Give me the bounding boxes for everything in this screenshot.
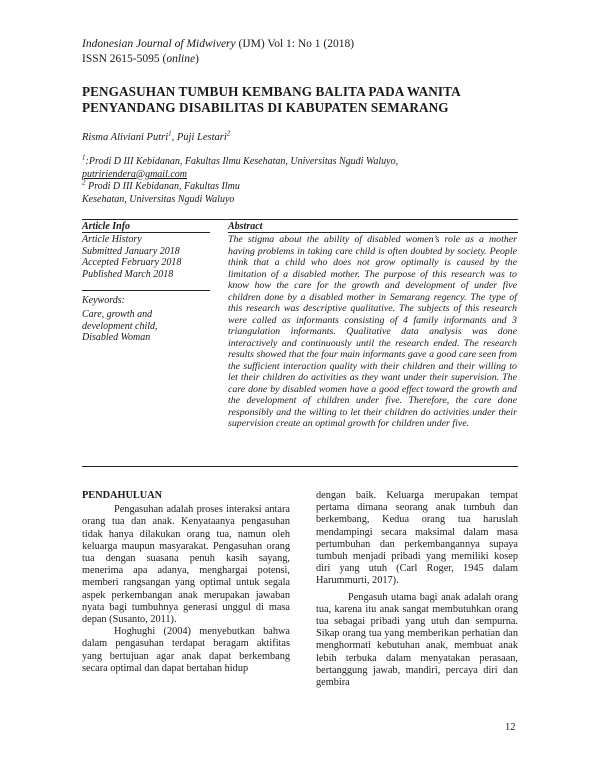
affiliation-1-text: :Prodi D III Kebidanan, Fakultas Ilmu Kesehatan, Universitas Ngudi Waluyo, xyxy=(85,156,399,167)
keywords-heading: Keywords: xyxy=(82,295,125,306)
email-link[interactable]: putririendera@gmail.com xyxy=(82,168,188,180)
info-top-rule xyxy=(82,219,518,220)
author-2: Puji Lestari xyxy=(176,132,227,143)
abstract-text: The stigma about the ability of disabled women’s role as a mother having problems in taking care child is often doubted by society. People think that a child who does not grow optimally is caused by the limitation of a disabled mother. The purpose of this research was to know how the care for the growth and development of under five children done by a disabled mother in Semarang regency. The type of this research was descriptive qualitative. The subjects of this research were called as informants consisting of 4 family informants and 3 triangulation informants. Qualitative data analysis was done interactively and continuously until the research ended. The research results showed that the four main informants gave a good care seen from the sufficient interaction quality with their children and their willing to let their children do activities as they want under their supervision. The care done by disabled women have a good effect toward the growth and the development of children under five. Therefore, the care done responsibly and the willing to let their children do activities under their supervision create an optimal growth for children under five. xyxy=(228,234,517,429)
article-info-heading: Article Info xyxy=(82,221,131,232)
issn-close: ) xyxy=(195,53,199,65)
paragraph: Pengasuhan adalah proses interaksi antara orang tua dan anak. Kenyataanya pengasuhan tidak hanya dilakukan orang tua, namun oleh keluarga maupun masyarakat. Pengasuhan orang tua dengan suasana penuh kasih sayang, menerima apa adanya, menghargai potensi, memberi rangsangan yang optimal untuk segala aspek perkembangan anak merupakan jawaban nyata bagi tumbuhnya generasi unggul di masa depan (Susanto, 2011). xyxy=(82,504,290,626)
history-submitted: Submitted January 2018 xyxy=(82,245,180,257)
affiliation-2 xyxy=(82,178,522,194)
issn-number: ISSN 2615-5095 ( xyxy=(82,53,167,65)
info-head-rule xyxy=(82,232,210,233)
title-line-2: PENYANDANG DISABILITAS DI KABUPATEN SEMARANG xyxy=(82,100,449,115)
author-1: Risma Aliviani Putri xyxy=(82,132,169,143)
keywords-list xyxy=(82,309,158,344)
title-line-1: PENGASUHAN TUMBUH KEMBANG BALITA PADA WANITA xyxy=(82,84,461,99)
body-left-column xyxy=(82,490,290,675)
paragraph: dengan baik. Keluarga merupakan tempat pertama dimana seorang anak tumbuh dan berkembang, Kedua orang tua haruslah mendampingi secara maksimal dalam masa pertumbuhan dan perkembangannya supaya tumbuh menjadi pribadi yang memiliki kosep diri yang utuh (Carl Roger, 1945 dalam Harummurti, 2017). xyxy=(316,490,518,587)
affiliation-1-sup: 1 xyxy=(82,153,86,162)
journal-volume: (IJM) Vol 1: No 1 (2018) xyxy=(235,38,355,50)
keyword-3: Disabled Woman xyxy=(82,332,151,343)
keyword-1: Care, growth and xyxy=(82,309,153,320)
affiliation-1 xyxy=(82,153,522,169)
body-right-column xyxy=(316,490,518,689)
author-1-sup: 1 xyxy=(168,129,172,138)
author-list xyxy=(82,129,231,143)
author-2-sup: 2 xyxy=(226,129,231,138)
issn-online: online xyxy=(166,53,196,65)
history-label: Article History xyxy=(82,234,142,245)
abstract-bottom-rule xyxy=(82,466,518,467)
journal-header xyxy=(82,37,354,52)
section-heading: PENDAHULUAN xyxy=(82,490,163,501)
page-number: 12 xyxy=(505,722,516,733)
affiliation-2-sup: 2 xyxy=(82,178,86,187)
keywords-rule xyxy=(82,290,210,291)
paragraph: Pengasuh utama bagi anak adalah orang tua, karena itu anak sangat membutuhkan orang tua sebagai pribadi yang utuh dan sempurna. Sikap orang tua yang memberikan perhatian dan menghormati kebutuhan anak, membuat anak lebih terbuka dalam menyatakan perasaan, bertanggung jawab, mandiri, percaya diri dan gembira xyxy=(316,591,518,689)
affiliation-2-cont: Kesehatan, Universitas Ngudi Waluyo xyxy=(82,193,235,205)
affiliation-2-text: Prodi D III Kebidanan, Fakultas Ilmu xyxy=(85,181,240,192)
paragraph: Hoghughi (2004) menyebutkan bahwa dalam pengasuhan terdapat beragam aktifitas yang bertujuan agar anak dapat berkembang secara optimal dan dapat bertahan hidup xyxy=(82,626,290,674)
history-published: Published March 2018 xyxy=(82,268,174,280)
abstract-heading: Abstract xyxy=(228,221,263,232)
issn-line xyxy=(82,52,199,67)
author-sep: , xyxy=(171,132,177,143)
article-history xyxy=(82,234,181,280)
keyword-2: development child, xyxy=(82,320,158,332)
affiliations xyxy=(82,153,522,206)
journal-name: Indonesian Journal of Midwivery xyxy=(82,38,236,50)
paper-title xyxy=(82,84,522,116)
abstract-head-rule xyxy=(228,232,518,233)
history-accepted: Accepted February 2018 xyxy=(82,257,182,268)
